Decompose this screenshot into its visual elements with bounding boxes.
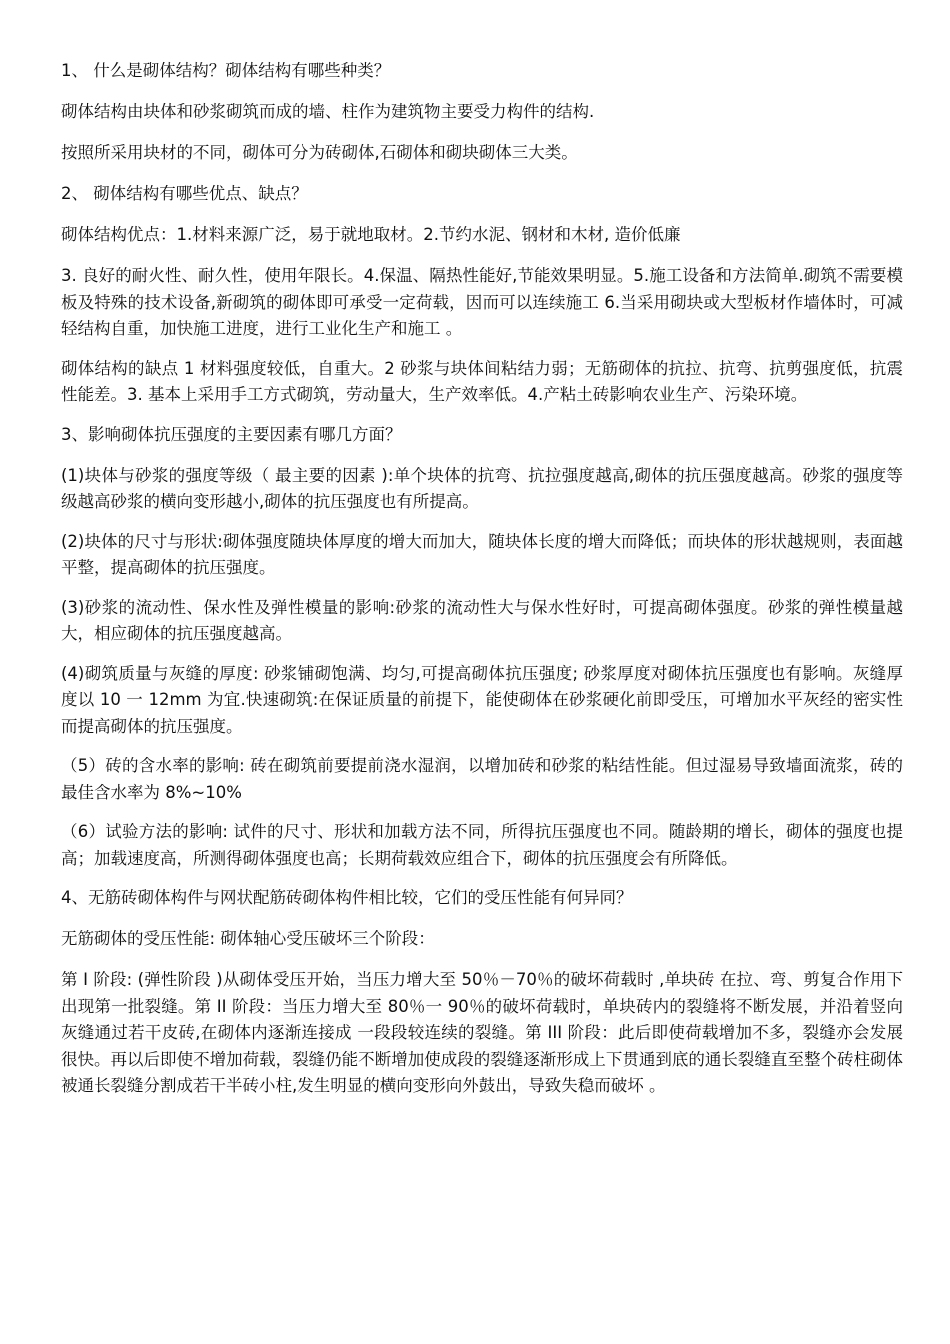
answer-4-intro: 无筋砌体的受压性能: 砌体轴心受压破坏三个阶段： bbox=[61, 929, 435, 948]
question-4-heading: 4、无筋砖砌体构件与网状配筋砖砌体构件相比较，它们的受压性能有何异同？ bbox=[61, 888, 633, 907]
answer-2-advantages-list: 3. 良好的耐火性、耐久性，使用年限长。4.保温、隔热性能好,节能效果明显。5.施工设备和方法简单.砌筑不需要模板及特殊的技术设备,新砌筑的砌体即可承受一定荷载，因而可以连续施工 6.当采用砌块或大型板材作墙体时，可减轻结构自重，加快施工进度，进行工业化生产和施工 。 bbox=[61, 266, 903, 338]
answer-1-definition: 砌体结构由块体和砂浆砌筑而成的墙、柱作为建筑物主要受力构件的结构. bbox=[61, 102, 595, 121]
question-1-heading: 1、 什么是砌体结构？砌体结构有哪些种类？ bbox=[61, 61, 391, 80]
answer-2-advantages-intro: 砌体结构优点：1.材料来源广泛，易于就地取材。2.节约水泥、钢材和木材, 造价低廉 bbox=[61, 225, 681, 244]
answer-3-factor-2: (2)块体的尺寸与形状:砌体强度随块体厚度的增大而加大，随块体长度的增大而降低；而块体的形状越规则，表面越平整，提高砌体的抗压强度。 bbox=[61, 531, 903, 577]
answer-1-types: 按照所采用块材的不同，砌体可分为砖砌体,石砌体和砌块砌体三大类。 bbox=[61, 143, 578, 162]
answer-4-stages: 第 I 阶段: (弹性阶段 )从砌体受压开始，当压力增大至 50％－70％的破坏荷载时 ,单块砖 在拉、弯、剪复合作用下出现第一批裂缝。第 II 阶段：当压力增大至 80％一 90％的破坏荷载时，单块砖内的裂缝将不断发展，并沿着竖向灰缝通过若干皮砖,在砌体内逐渐连接成 一段段较连续的裂缝。第 III 阶段：此后即使荷载增加不多，裂缝亦会发展很快。再以后即使不增加荷载，裂缝仍能不断增加使成段的裂缝逐渐形成上下贯通到底的通长裂缝直至整个砖柱砌体被通长裂缝分割成若干半砖小柱,发生明显的横向变形向外鼓出，导致失稳而破坏 。 bbox=[61, 970, 903, 1095]
document-page bbox=[61, 58, 903, 1113]
answer-3-factor-6: （6）试验方法的影响: 试件的尺寸、形状和加载方法不同，所得抗压强度也不同。随龄期的增长，砌体的强度也提高；加载速度高，所测得砌体强度也高；长期荷载效应组合下，砌体的抗压强度会有所降低。 bbox=[61, 822, 903, 868]
answer-3-factor-5: （5）砖的含水率的影响: 砖在砌筑前要提前浇水湿润，以增加砖和砂浆的粘结性能。但过湿易导致墙面流浆，砖的最佳含水率为 8%~10% bbox=[61, 756, 903, 802]
question-3-heading: 3、影响砌体抗压强度的主要因素有哪几方面？ bbox=[61, 424, 402, 444]
answer-2-disadvantages: 砌体结构的缺点 1 材料强度较低，自重大。2 砂浆与块体间粘结力弱；无筋砌体的抗拉、抗弯、抗剪强度低，抗震性能差。3. 基本上采用手工方式砌筑，劳动量大，生产效率低。4.产粘土砖影响农业生产、污染环境。 bbox=[61, 358, 903, 404]
answer-3-factor-4: (4)砌筑质量与灰缝的厚度: 砂浆铺砌饱满、均匀,可提高砌体抗压强度; 砂浆厚度对砌体抗压强度也有影响。灰缝厚度以 10 一 12mm 为宜.快速砌筑:在保证质量的前提下，能使砌体在砂浆硬化前即受压，可增加水平灰经的密实性而提高砌体的抗压强度。 bbox=[61, 663, 903, 736]
answer-3-factor-3: (3)砂浆的流动性、保水性及弹性模量的影响:砂浆的流动性大与保水性好时，可提高砌体强度。砂浆的弹性模量越大，相应砌体的抗压强度越高。 bbox=[61, 597, 903, 643]
answer-3-factor-1: (1)块体与砂浆的强度等级（ 最主要的因素 ):单个块体的抗弯、抗拉强度越高,砌体的抗压强度越高。砂浆的强度等级越高砂浆的横向变形越小,砌体的抗压强度也有所提高。 bbox=[61, 465, 903, 511]
question-2-heading: 2、 砌体结构有哪些优点、缺点？ bbox=[61, 184, 308, 203]
